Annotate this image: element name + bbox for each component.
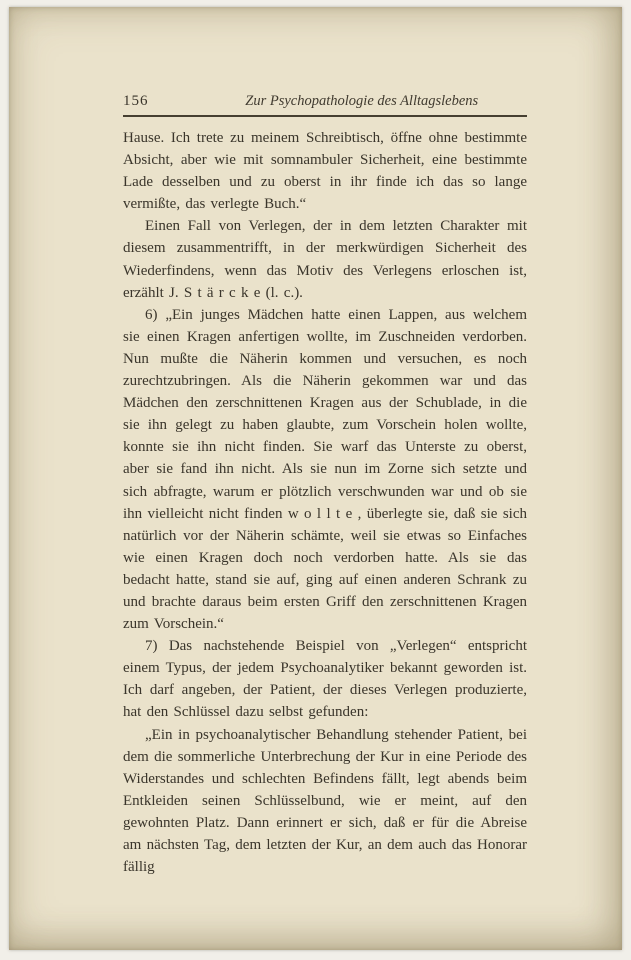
text-block: [123, 127, 527, 878]
book-page: [9, 7, 622, 950]
paragraph: 7) Das nachstehende Beispiel von „Verlegen“ entspricht einem Typus, der jedem Psychoanalytiker bekannt geworden ist. Ich darf angeben, der Patient, der dieses Verlegen produzierte, hat den Schlüssel dazu selbst gefunden:: [123, 638, 527, 721]
paragraph: 6) „Ein junges Mädchen hatte einen Lappen, aus welchem sie einen Kragen anfertigen wollte, im Zuschneiden verdorben. Nun mußte die Näherin kommen und versuchen, es noch zurechtzubringen. Als die Näherin gekommen war und das Mädchen den zerschnittenen Kragen aus der Schublade, in die sie ihn gelegt zu haben glaubte, zum Vorschein holen wollte, konnte sie ihn nicht finden. Sie warf das Unterste zu oberst, aber sie fand ihn nicht. Als sie nun im Zorne sich setzte und sich abfragte, warum er plötzlich verschwunden war und ob sie ihn vielleicht nicht finden w o l l t e , überlegte sie, daß sie sich natürlich vor der Näherin schämte, weil sie etwas so Einfaches wie einen Kragen doch noch verdorben hatte. Als sie das bedacht hatte, stand sie auf, ging auf einen anderen Schrank zu und brachte daraus beim ersten Griff den zerschnittenen Kragen zum Vorschein.“: [123, 306, 527, 633]
page-header: [123, 93, 527, 115]
header-rule: [123, 115, 527, 117]
paragraph: Hause. Ich trete zu meinem Schreibtisch, öffne ohne bestimmte Absicht, aber wie mit somnambuler Sicherheit, eine bestimmte Lade desselben und zu oberst in ihr finde ich das so lange vermißte, das verlegte Buch.“: [123, 130, 527, 213]
paragraph: Einen Fall von Verlegen, der in dem letzten Charakter mit diesem zusammentrifft, in der merkwürdigen Sicherheit des Wiederfindens, wenn das Motiv des Verlegens erloschen ist, erzählt J. S t ä r c k e (l. c.).: [123, 218, 527, 301]
running-head: Zur Psychopathologie des Alltagslebens: [245, 93, 479, 109]
page-number: 156: [123, 93, 149, 109]
page-content: [123, 93, 527, 878]
paragraph: „Ein in psychoanalytischer Behandlung stehender Patient, bei dem die sommerliche Unterbrechung der Kur in eine Periode des Widerstandes und schlechten Befindens fällt, legt abends beim Entkleiden seinen Schlüsselbund, wie er meint, auf den gewohnten Platz. Dann erinnert er sich, daß er für die Abreise am nächsten Tag, dem letzten der Kur, an dem auch das Honorar fällig: [123, 726, 528, 876]
